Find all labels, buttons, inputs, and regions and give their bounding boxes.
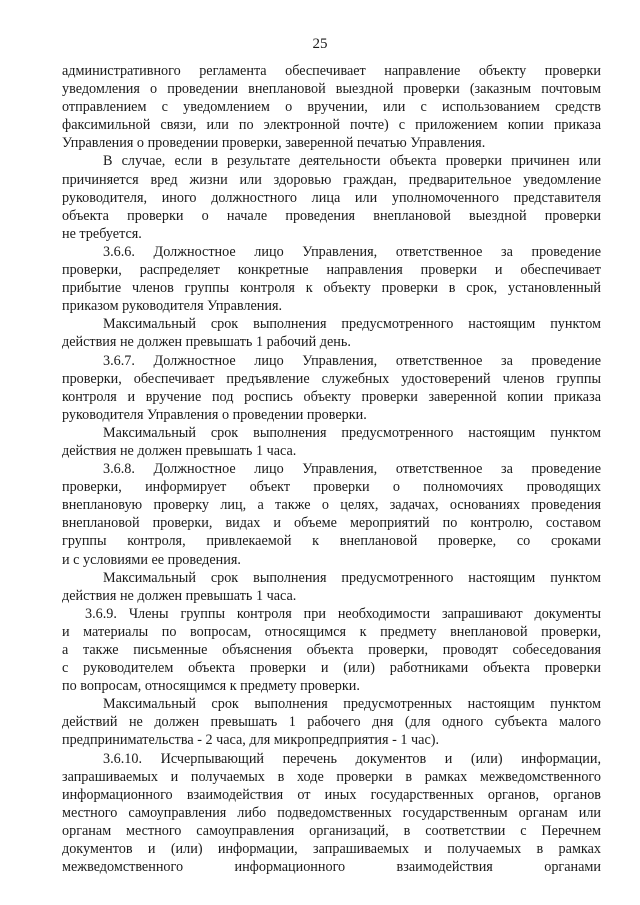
paragraph-8-line-2: действия не должен превышать 1 часа. bbox=[62, 587, 297, 604]
paragraph-2-line-3: руководителя, иного должностного лица или уполномоченного представителя bbox=[62, 189, 601, 206]
paragraph-2-line-5: не требуется. bbox=[62, 225, 142, 242]
paragraph-3-line-2: проверки, распределяет конкретные направления проверки и обеспечивает bbox=[62, 262, 601, 279]
paragraph-6-line-2: действия не должен превышать 1 часа. bbox=[62, 442, 297, 459]
document-body bbox=[62, 62, 601, 876]
paragraph-3-line-3: прибытие членов группы контроля к объекту проверки в срок, установленный bbox=[62, 280, 601, 297]
paragraph-11-line-3: информационного взаимодействия от иных государственных органов, органов bbox=[62, 786, 601, 803]
paragraph-11-line-1: 3.6.10. Исчерпывающий перечень документов и (или) информации, bbox=[103, 750, 601, 767]
paragraph-5-line-4: руководителя Управления о проведении проверки. bbox=[62, 406, 367, 423]
paragraph-11-line-5: органам местного самоуправления организаций, в соответствии с Перечнем bbox=[62, 822, 601, 839]
paragraph-10-line-3: предпринимательства - 2 часа, для микропредприятия - 1 час). bbox=[62, 732, 440, 749]
paragraph-2-line-1: В случае, если в результате деятельности объекта проверки причинен или bbox=[103, 153, 601, 170]
paragraph-5-line-1: 3.6.7. Должностное лицо Управления, ответственное за проведение bbox=[103, 352, 601, 369]
paragraph-3-line-1: 3.6.6. Должностное лицо Управления, ответственное за проведение bbox=[103, 243, 601, 260]
paragraph-11-line-4: местного самоуправления либо подведомственных государственным органам или bbox=[62, 804, 601, 821]
paragraph-7-line-2: проверки, информирует объект проверки о полномочиях проводящих bbox=[62, 479, 601, 496]
paragraph-7-line-3: внеплановую проверку лиц, а также о целях, задачах, основаниях проведения bbox=[62, 497, 601, 514]
paragraph-9-line-1: 3.6.9. Члены группы контроля при необходимости запрашивают документы bbox=[85, 605, 601, 622]
paragraph-2-line-2: причиняется вред жизни или здоровью граждан, предварительное уведомление bbox=[62, 171, 601, 188]
paragraph-9-line-3: а также письменные объяснения объекта проверки, проводят собеседования bbox=[62, 642, 601, 658]
paragraph-8-line-1: Максимальный срок выполнения предусмотренного настоящим пунктом bbox=[103, 569, 601, 586]
paragraph-9-line-4: с руководителем объекта проверки и (или) работниками объекта проверки bbox=[62, 660, 601, 677]
paragraph-7-line-5: группы контроля, привлекаемой к внеплановой проверке, со сроками bbox=[62, 533, 601, 550]
paragraph-11-line-7: межведомственного информационного взаимодействия органами bbox=[62, 859, 601, 876]
paragraph-7-line-4: внеплановой проверки, видах и объеме мероприятий по контролю, составом bbox=[62, 515, 601, 532]
paragraph-11-line-6: документов и (или) информации, запрашиваемых и получаемых в рамках bbox=[62, 841, 601, 858]
paragraph-6-line-1: Максимальный срок выполнения предусмотренного настоящим пунктом bbox=[103, 424, 601, 441]
paragraph-5-line-2: проверки, обеспечивает предъявление служебных удостоверений членов группы bbox=[62, 370, 601, 387]
page-number: 25 bbox=[312, 36, 328, 52]
paragraph-1-line-1: административного регламента обеспечивает направление объекту проверки bbox=[62, 63, 601, 79]
paragraph-2-line-4: объекта проверки о начале проведения внеплановой выездной проверки bbox=[62, 207, 601, 224]
paragraph-4-line-1: Максимальный срок выполнения предусмотренного настоящим пунктом bbox=[103, 316, 601, 333]
paragraph-11-line-2: запрашиваемых и получаемых в ходе проверки в рамках межведомственного bbox=[62, 768, 601, 785]
paragraph-5-line-3: контроля и вручение под роспись объекту проверки заверенной копии приказа bbox=[62, 388, 601, 405]
paragraph-10-line-2: действий не должен превышать 1 рабочего дня (для одного субъекта малого bbox=[62, 714, 601, 731]
paragraph-1-line-4: факсимильной связи, или по электронной почте) с приложением копии приказа bbox=[62, 117, 601, 134]
paragraph-3-line-4: приказом руководителя Управления. bbox=[62, 298, 283, 315]
paragraph-1-line-5: Управления о проведении проверки, заверенной печатью Управления. bbox=[62, 135, 486, 152]
paragraph-9-line-2: и материалы по вопросам, относящимся к предмету внеплановой проверки, bbox=[62, 623, 601, 640]
paragraph-9-line-5: по вопросам, относящимся к предмету проверки. bbox=[62, 678, 360, 695]
paragraph-7-line-6: и с условиями ее проведения. bbox=[62, 551, 241, 568]
paragraph-1-line-2: уведомления о проведении внеплановой выездной проверки (заказным почтовым bbox=[62, 81, 601, 98]
paragraph-10-line-1: Максимальный срок выполнения предусмотренных настоящим пунктом bbox=[103, 696, 601, 713]
paragraph-1-line-3: отправлением с уведомлением о вручении, или с использованием средств bbox=[62, 99, 601, 116]
paragraph-7-line-1: 3.6.8. Должностное лицо Управления, ответственное за проведение bbox=[103, 461, 601, 478]
paragraph-4-line-2: действия не должен превышать 1 рабочий день. bbox=[62, 334, 351, 351]
